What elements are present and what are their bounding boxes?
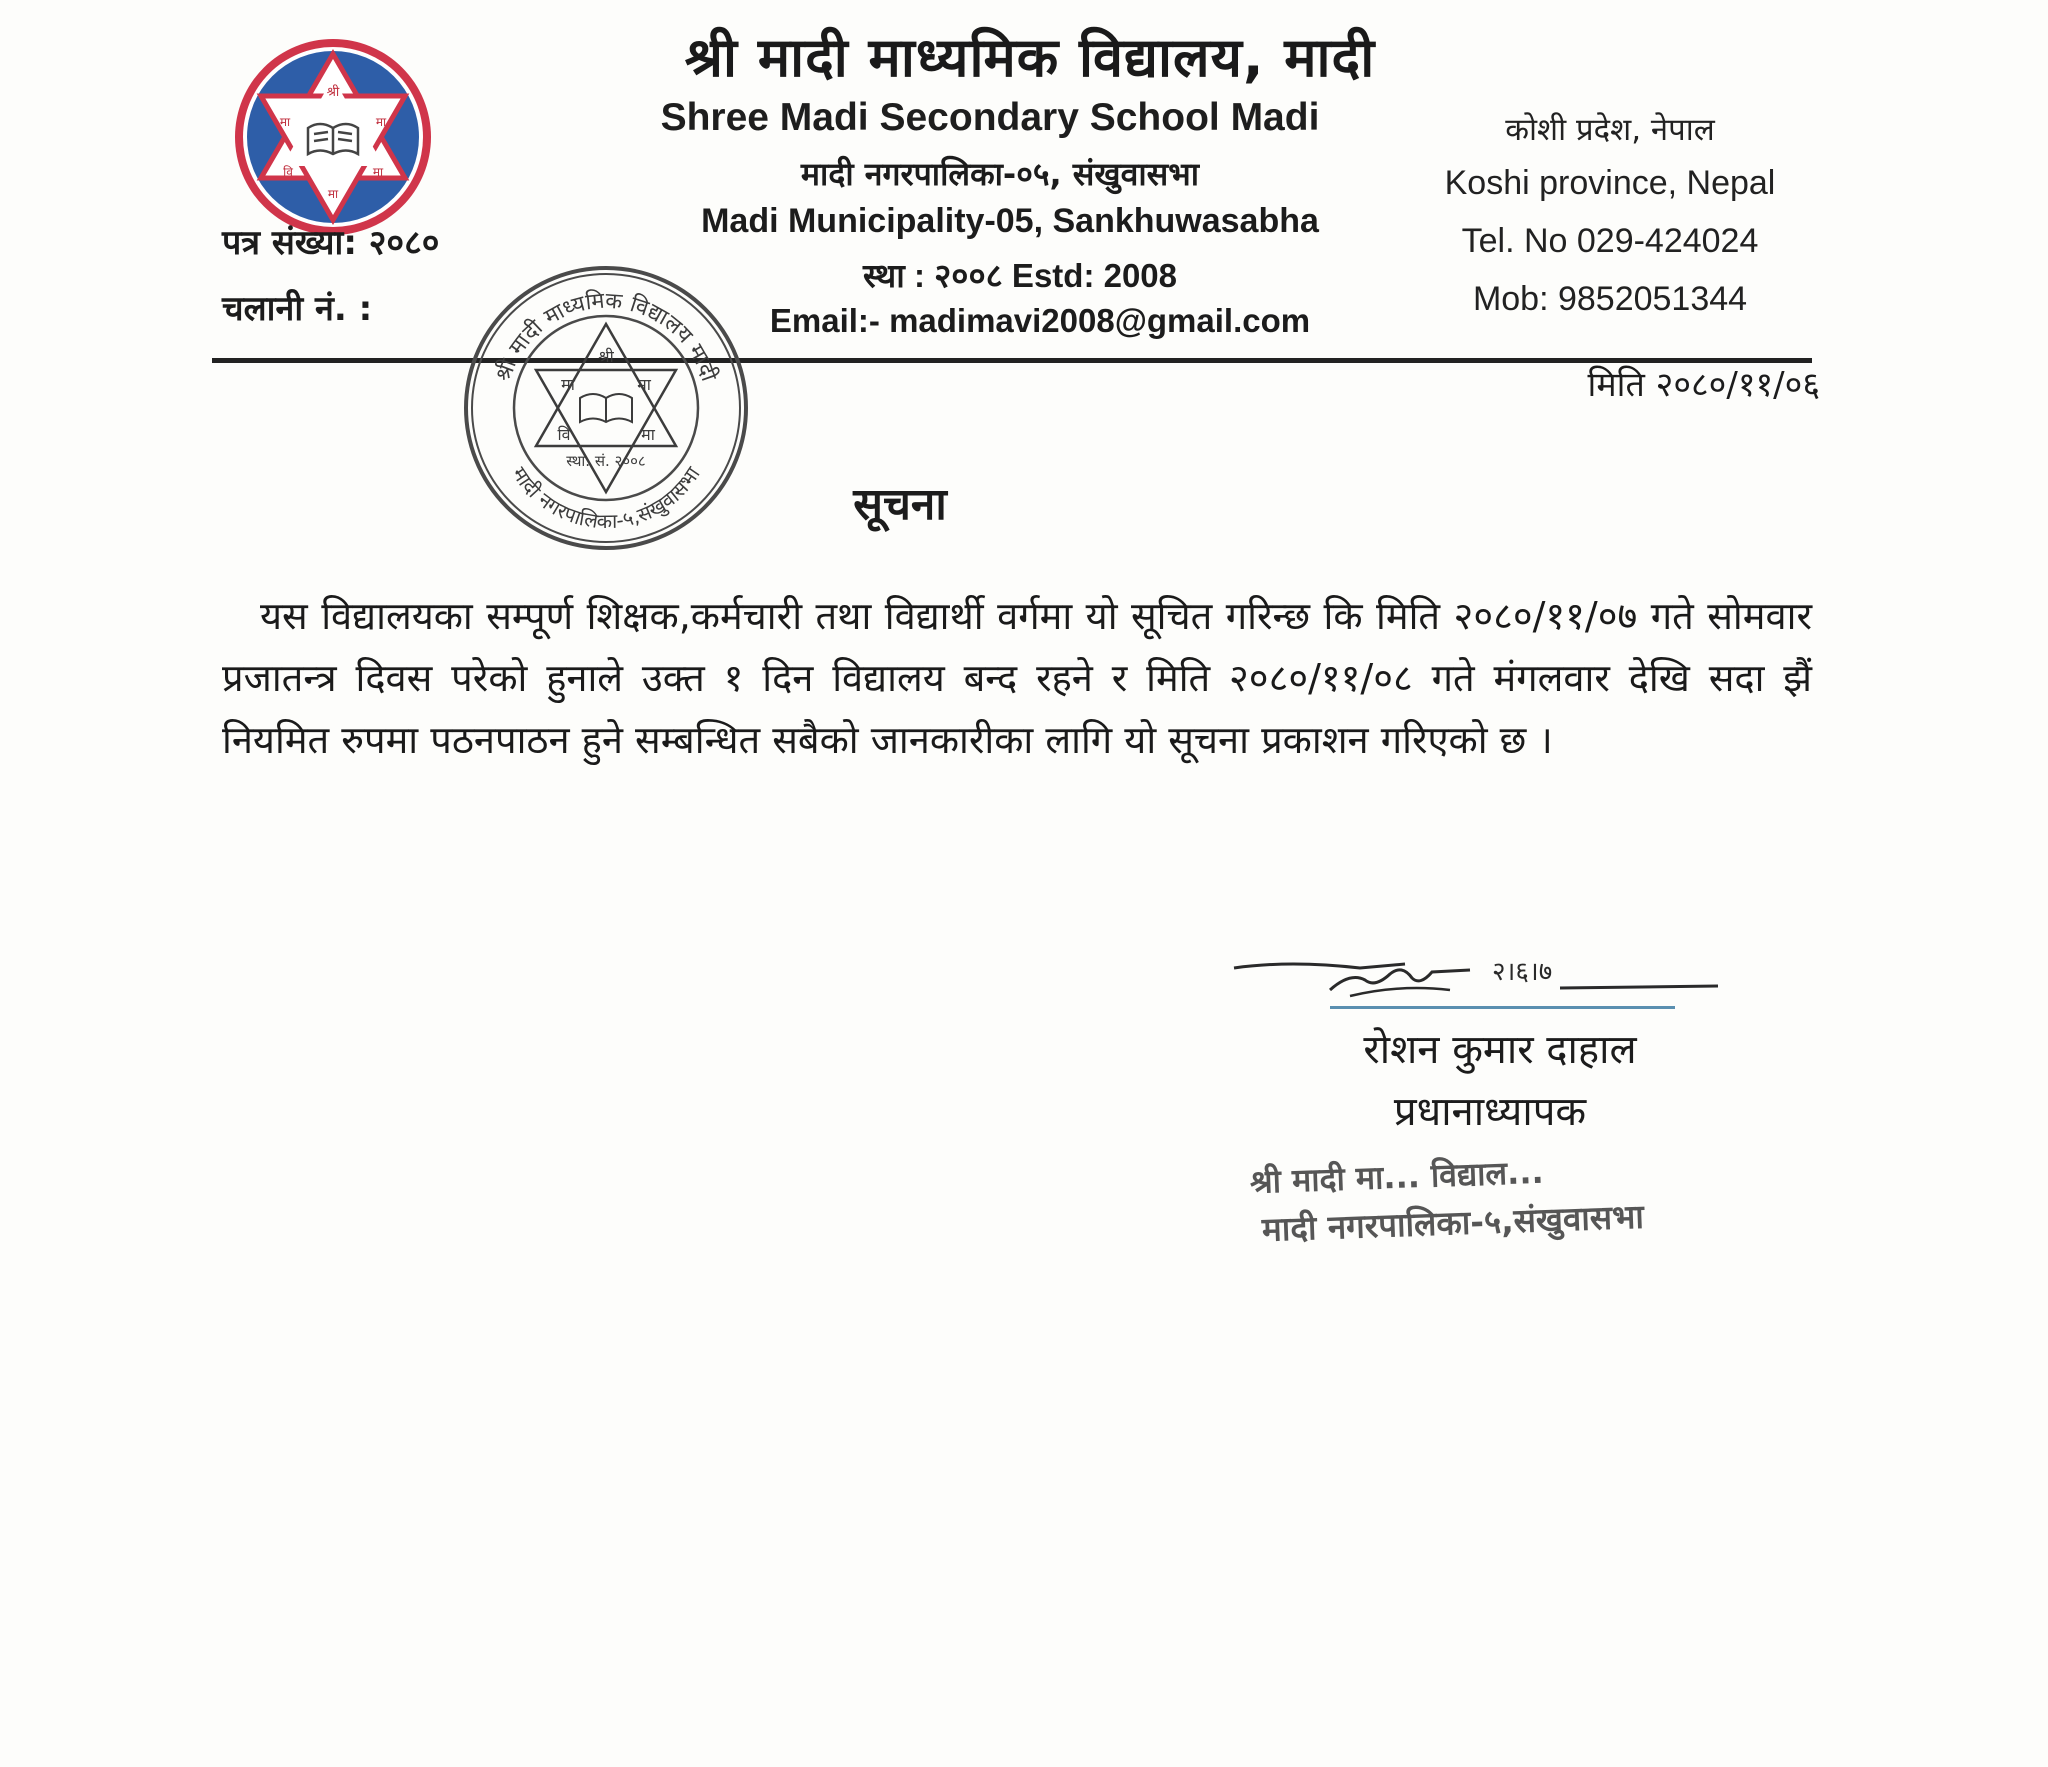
school-name-english: Shree Madi Secondary School Madi [660, 96, 1320, 139]
notice-title: सूचना [853, 479, 947, 530]
signature-underline [1330, 1006, 1675, 1009]
signatory-title: प्रधानाध्यापक [1393, 1089, 1587, 1135]
telephone-number: Tel. No 029-424024 [1461, 222, 1759, 260]
mobile-number: Mob: 9852051344 [1472, 280, 1748, 318]
handwritten-signature [1230, 950, 1730, 1010]
letter-number: पत्र संख्या: २०८० [222, 223, 440, 263]
signature-stamp-line-1: श्री मादी मा... विद्याल... [1249, 1152, 1545, 1201]
school-name-nepali: श्री मादी माध्यमिक विद्यालय, मादी [684, 26, 1376, 89]
logo-letter-right: मा [375, 115, 387, 129]
seal-established: स्था. सं. २००८ [566, 452, 646, 470]
seal-book-icon [580, 394, 632, 422]
seal-inner-text: मादी नगरपालिका-५,संखुवासभा [507, 462, 705, 534]
logo-letter-bottom-right: मा [372, 165, 384, 179]
notice-date: मिति २०८०/११/०६ [1587, 365, 1820, 405]
signature-stamp-line-2: मादी नगरपालिका-५,संखुवासभा [1261, 1196, 1645, 1249]
seal-star-letter-bottom-left: वि [557, 425, 571, 444]
logo-letter-bottom-left: वि [283, 165, 293, 179]
signature-date: २।६।७ [1492, 957, 1553, 987]
established-year: स्था : २००८ Estd: 2008 [862, 257, 1178, 294]
school-email: Email:- madimavi2008@gmail.com [769, 302, 1311, 339]
official-seal [458, 260, 754, 556]
seal-star-letter-right: मा [637, 375, 651, 394]
logo-letter-left: मा [279, 115, 291, 129]
address-english: Madi Municipality-05, Sankhuwasabha [701, 202, 1319, 240]
province-english: Koshi province, Nepal [1444, 164, 1776, 202]
dispatch-number: चलानी नं. : [222, 289, 373, 329]
signatory-name: रोशन कुमार दाहाल [1363, 1027, 1637, 1073]
logo-letter-bottom: मा [327, 187, 339, 201]
province-nepali: कोशी प्रदेश, नेपाल [1505, 112, 1715, 148]
seal-outer-text: श्री मादी माध्यमिक विद्यालय मादी [490, 288, 722, 385]
seal-star-letter-top: श्री [598, 347, 614, 366]
address-nepali: मादी नगरपालिका-०५, संखुवासभा [800, 155, 1200, 193]
notice-body: यस विद्यालयका सम्पूर्ण शिक्षक,कर्मचारी तथा विद्यार्थी वर्गमा यो सूचित गरिन्छ कि मिति २०८०/११/०७ गते सोमवार प्रजातन्त्र दिवस परेको हुनाले उक्त १ दिन विद्यालय बन्द रहने र मिति २०८०/११/०८ गते मंगलवार देखि सदा झैं नियमित रुपमा पठनपाठन हुने सम्बन्धित सबैको जानकारीका लागि यो सूचना प्रकाशन गरिएको छ । [222, 594, 1812, 762]
school-logo [230, 34, 436, 240]
logo-letter-top: श्री [326, 85, 340, 100]
seal-star-letter-bottom-right: मा [641, 425, 655, 444]
seal-star-letter-left: मा [561, 375, 575, 394]
